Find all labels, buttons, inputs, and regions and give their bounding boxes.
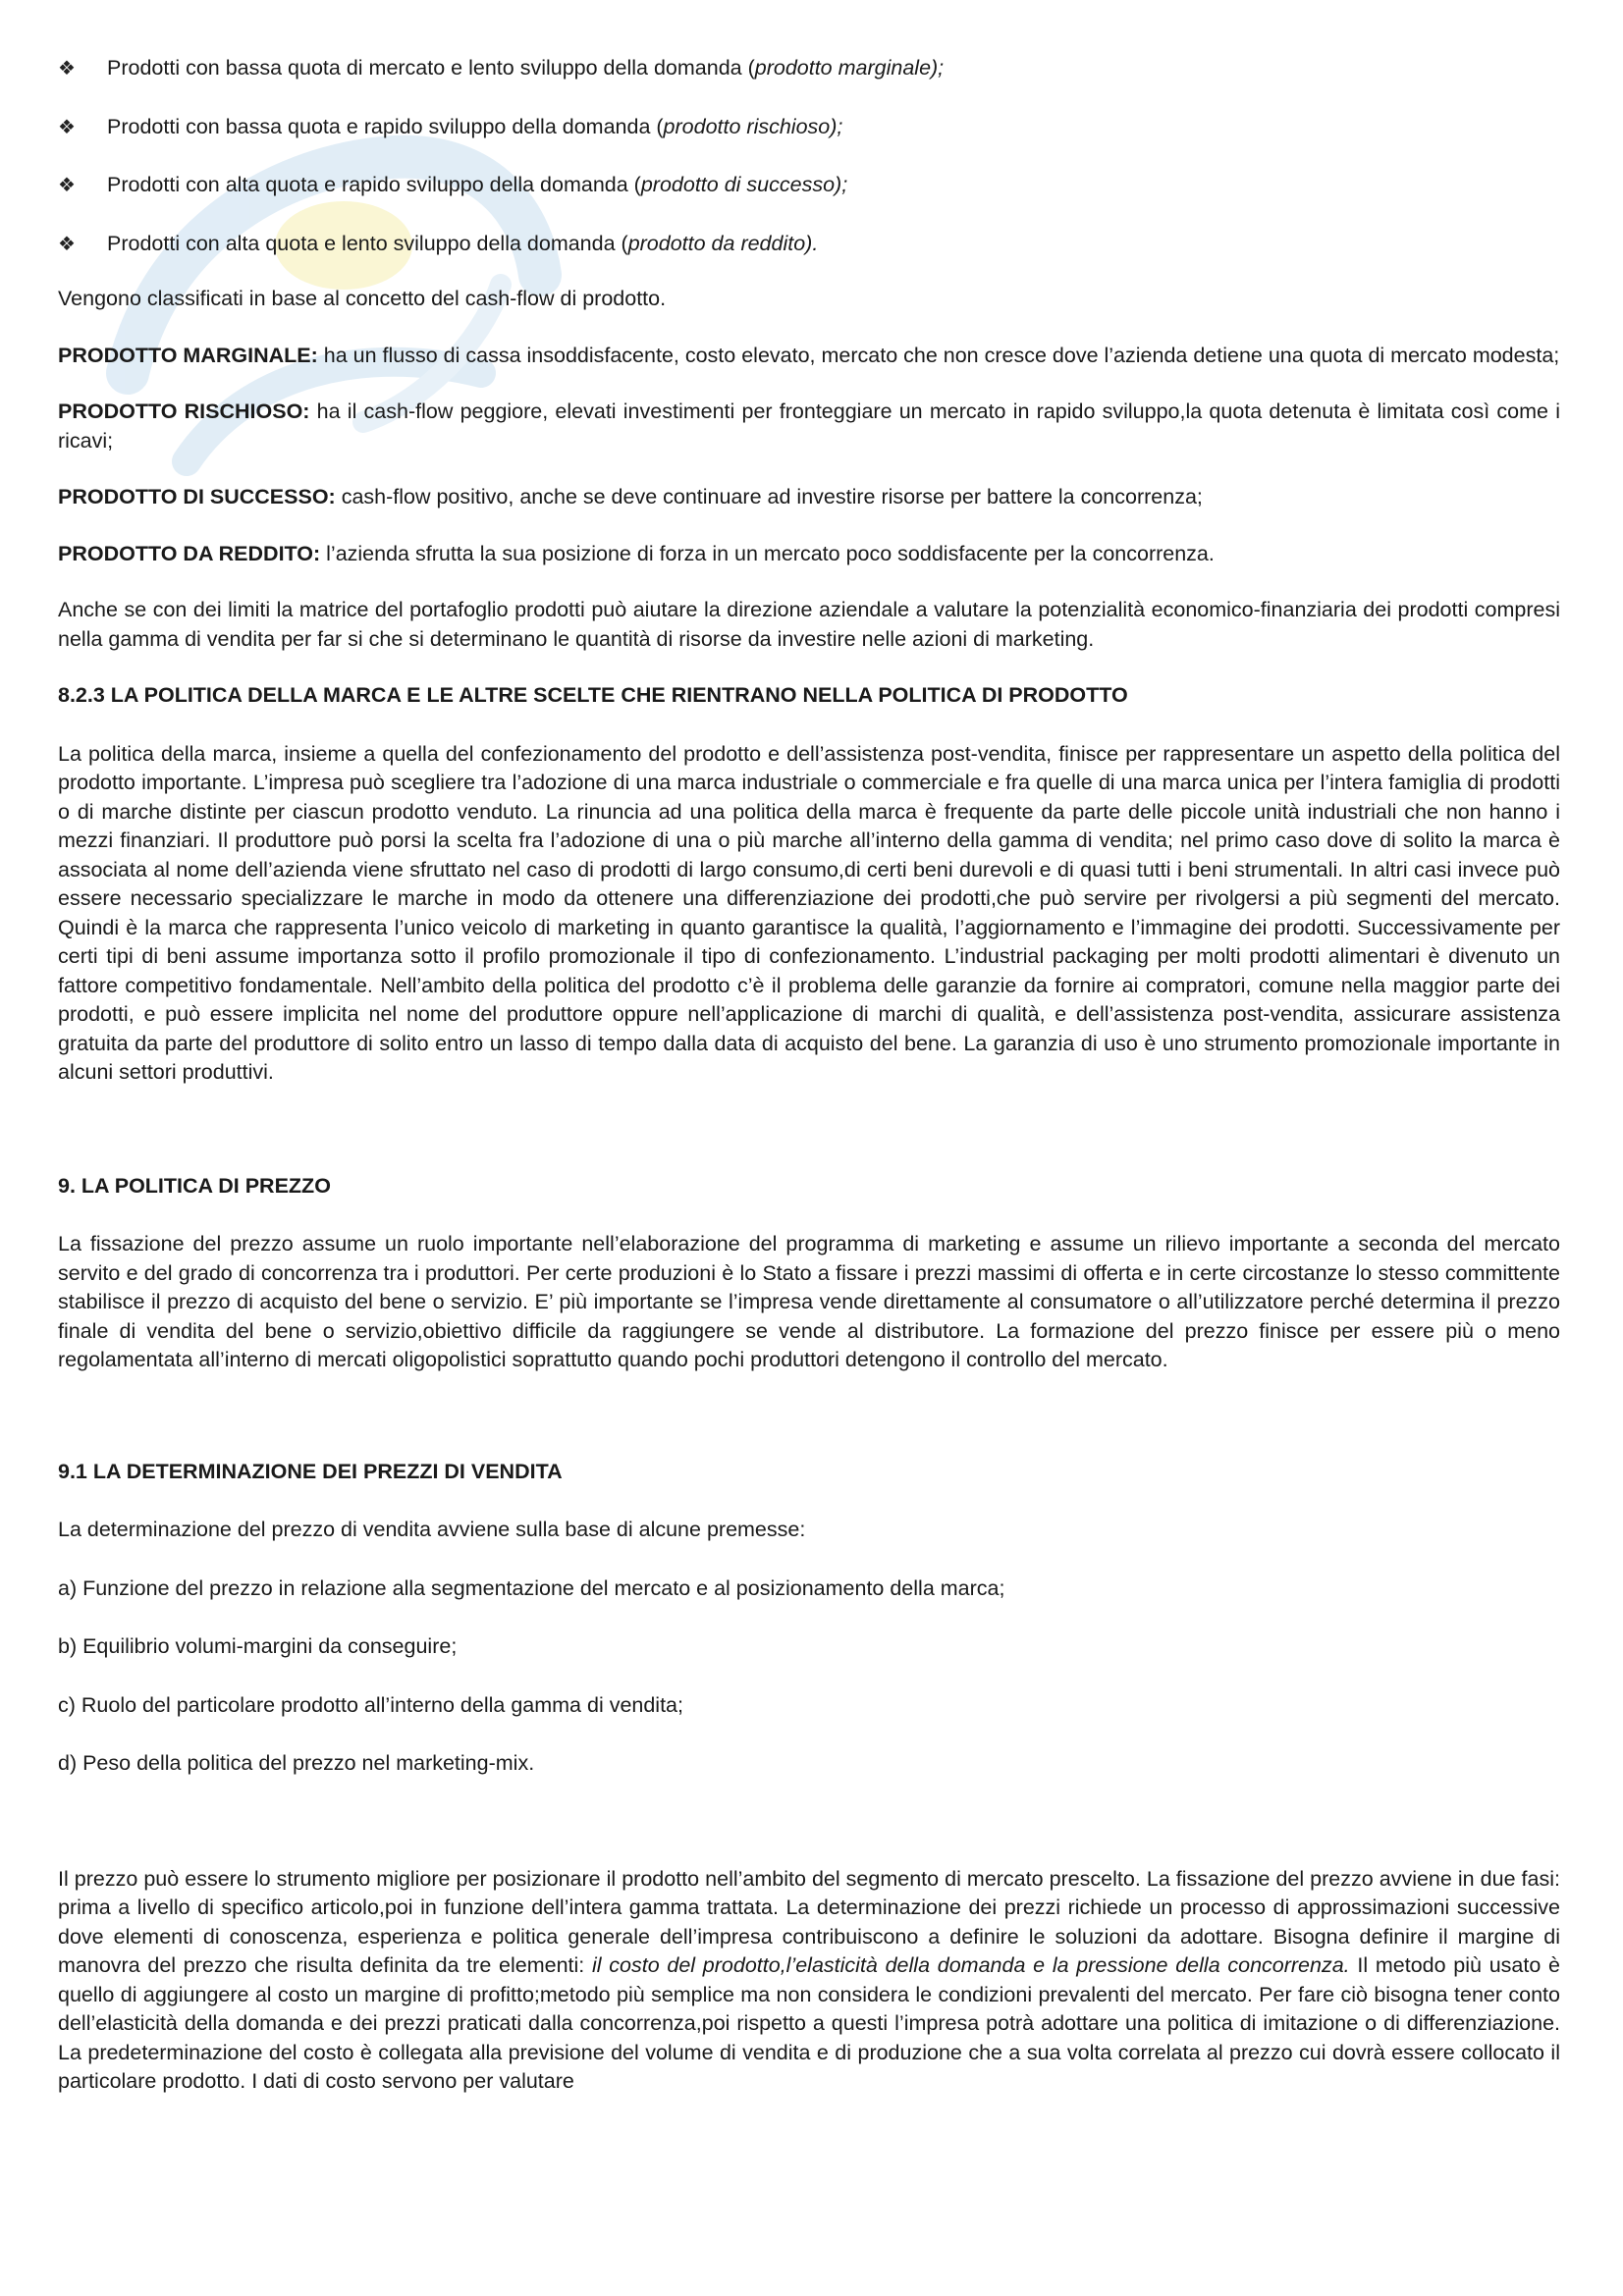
definition-marginale: PRODOTTO MARGINALE: ha un flusso di cassa insoddisfacente, costo elevato, mercato che non cresce dove l’azienda detiene una quota di mercato modesta; (58, 343, 1560, 367)
section-heading-8-2-3: 8.2.3 LA POLITICA DELLA MARCA E LE ALTRE SCELTE CHE RIENTRANO NELLA POLITICA DI PRODOTTO (58, 683, 1128, 707)
matrix-paragraph: Anche se con dei limiti la matrice del portafoglio prodotti può aiutare la direzione aziendale a valutare la potenzialità economico-finanziaria dei prodotti compresi nella gamma di vendita per far si che si determinano le quantità di risorse da investire nelle azioni di marketing. (58, 598, 1560, 651)
section-heading-9: 9. LA POLITICA DI PREZZO (58, 1173, 331, 1198)
classification-paragraph: Vengono classificati in base al concetto del cash-flow di prodotto. (58, 287, 667, 310)
definition-rischioso: PRODOTTO RISCHIOSO: ha il cash-flow peggiore, elevati investimenti per fronteggiare un mercato in rapido sviluppo,la quota detenuta è limitata così come i ricavi; (58, 400, 1560, 453)
premise-item-c: c) Ruolo del particolare prodotto all’interno della gamma di vendita; (58, 1692, 683, 1717)
premise-item-b: b) Equilibrio volumi-margini da conseguire; (58, 1634, 458, 1658)
section-heading-9-1: 9.1 LA DETERMINAZIONE DEI PREZZI DI VENDITA (58, 1459, 563, 1483)
document-body (58, 54, 1560, 2097)
premise-item-d: d) Peso della politica del prezzo nel marketing-mix. (58, 1751, 535, 1775)
bullet-text: Prodotti con bassa quota di mercato e lento sviluppo della domanda (prodotto marginale); (107, 56, 945, 80)
definition-successo: PRODOTTO DI SUCCESSO: cash-flow positivo, anche se deve continuare ad investire risorse per battere la concorrenza; (58, 485, 1203, 508)
definition-reddito: PRODOTTO DA REDDITO: l’azienda sfrutta la sua posizione di forza in un mercato poco soddisfacente per la concorrenza. (58, 541, 1215, 565)
diamond-bullet-icon: ❖ (58, 114, 76, 138)
premise-item-a: a) Funzione del prezzo in relazione alla segmentazione del mercato e al posizionamento della marca; (58, 1575, 1005, 1600)
list-item (58, 230, 1560, 259)
diamond-bullet-icon: ❖ (58, 173, 76, 196)
pricing-paragraph: Il prezzo può essere lo strumento migliore per posizionare il prodotto nell’ambito del segmento di mercato prescelto. La fissazione del prezzo avviene in due fasi: prima a livello di specifico articolo,poi in funzione dell’intera gamma trattata. La determinazione dei prezzi richiede un processo di approssimazioni successive dove elementi di conoscenza, esperienza e politica generale dell’impresa contribuiscono a definire le soluzioni da adottare. Bisogna definire il margine di manovra del prezzo che risulta definita da tre elementi: il costo del prodotto,l’elasticità della domanda e la pressione della concorrenza. Il metodo più usato è quello di aggiungere al costo un margine di profitto;metodo più semplice ma non considera le condizioni prevalenti del mercato. Per fare ciò bisogna tener conto dell’elasticità della domanda e dei prezzi praticati dalla concorrenza,poi rispetto a questi l’impresa potrà adottare una politica di imitazione o di differenziazione. La predeterminazione del costo è collegata alla previsione del volume di vendita e di produzione che a sua volta correlata al prezzo cui dovrà essere collocato il particolare prodotto. I dati di costo servono per valutare (58, 1866, 1561, 2093)
section-body-8-2-3: La politica della marca, insieme a quella del confezionamento del prodotto e dell’assistenza post-vendita, finisce per rappresentare un aspetto della politica del prodotto importante. L’impresa può scegliere tra l’adozione di una marca industriale o commerciale e fra quelle di una marca unica per l’intera famiglia di prodotti o di marche distinte per ciascun prodotto venduto. La rinuncia ad una politica della marca è frequente da parte delle piccole unità industriali che non hanno i mezzi finanziari. Il produttore può porsi la scelta fra l’adozione di una o più marche all’interno della gamma di vendita; nel primo caso dove di solito la marca è associata al nome dell’azienda viene sfruttato nel caso di prodotti di largo consumo,di certi beni durevoli e di quasi tutti i beni strumentali. In altri casi invece può essere necessario specializzare le marche in modo da ottenere una differenziazione dei prodotti,che può servire per rivolgersi a più segmenti del mercato. Quindi è la marca che rappresenta l’unico veicolo di marketing in quanto garantisce la qualità, l’aggiornamento e l’immagine dei prodotti. Successivamente per certi tipi di beni assume importanza sotto il profilo promozionale il tipo di confezionamento. L’industrial packaging per molti prodotti alimentari è divenuto un fattore competitivo fondamentale. Nell’ambito della politica del prodotto c’è il problema delle garanzie da fornire ai compratori, comune nella maggior parte dei prodotti, e può essere implicita nel nome del produttore oppure nell’applicazione di marchi di qualità, e dell’assistenza post-vendita, assicurare assistenza gratuita da parte del produttore di solito entro un lasso di tempo dalla data di acquisto del bene. La garanzia di uso è uno strumento promozionale importante in alcuni settori produttivi. (58, 741, 1560, 1084)
list-item (58, 171, 1560, 200)
list-item (58, 54, 1560, 83)
diamond-bullet-icon: ❖ (58, 56, 76, 80)
bullet-text: Prodotti con bassa quota e rapido sviluppo della domanda (prodotto rischioso); (107, 114, 843, 138)
bullet-list (58, 54, 1560, 258)
section-intro-9-1: La determinazione del prezzo di vendita avviene sulla base di alcune premesse: (58, 1518, 806, 1541)
diamond-bullet-icon: ❖ (58, 231, 76, 255)
bullet-text: Prodotti con alta quota e lento sviluppo della domanda (prodotto da reddito). (107, 231, 819, 255)
section-body-9: La fissazione del prezzo assume un ruolo importante nell’elaborazione del programma di marketing e assume un rilievo importante a seconda del mercato servito e del grado di concorrenza tra i produttori. Per certe produzioni è lo Stato a fissare i prezzi massimi di offerta e in certe circostanze lo stesso committente stabilisce il prezzo di acquisto del bene o servizio. E’ più importante se l’impresa vende direttamente al consumatore o all’utilizzatore perché determina il prezzo finale di vendita del bene o servizio,obiettivo difficile da raggiungere se vende al distributore. La formazione del prezzo finisce per essere più o meno regolamentata all’interno di mercati oligopolistici soprattutto quando pochi produttori detengono il controllo del mercato. (58, 1232, 1560, 1371)
list-item (58, 113, 1560, 142)
bullet-text: Prodotti con alta quota e rapido sviluppo della domanda (prodotto di successo); (107, 173, 848, 196)
